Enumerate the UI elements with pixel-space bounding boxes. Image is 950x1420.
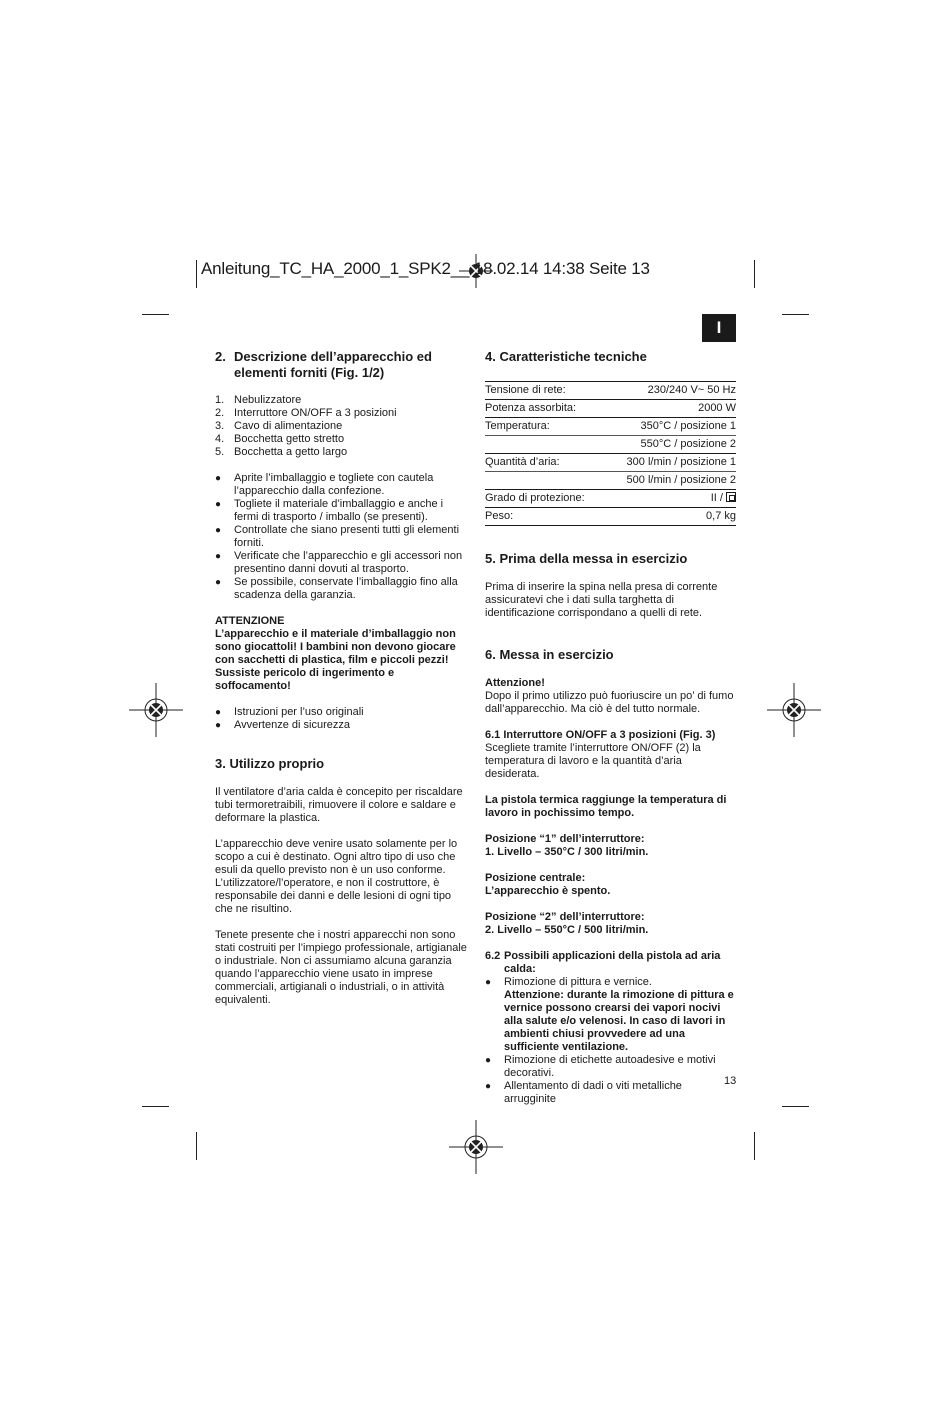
bullet-icon: ● (485, 1055, 492, 1066)
registration-mark-icon (129, 683, 183, 737)
list-item: ● Se possibile, conservate l’imballaggio fino alla scadenza della garanzia. (215, 576, 458, 601)
right-column (485, 349, 736, 1106)
list-item: ● Controllate che siano presenti tutti gli elementi forniti. (215, 524, 460, 549)
position-1-value: 1. Livello – 350°C / 300 litri/min. (485, 846, 649, 858)
print-slug: Anleitung_TC_HA_2000_1_SPK2__ 18.02.14 14:38 Seite 13 (201, 259, 650, 278)
warning-title: ATTENZIONE (215, 615, 285, 627)
crop-mark (142, 314, 169, 315)
crop-mark (754, 1132, 755, 1160)
crop-mark (196, 260, 197, 288)
paragraph: L’apparecchio deve venire usato solamente per lo scopo a cui è destinato. Ogni altro tipo di uso che esuli da quello previsto non è un uso conforme. L’utilizzatore/l’operatore, e non il costruttore, è responsabile dei danni e delle lesioni di ogni tipo che ne risultino. (215, 838, 458, 915)
list-item: ● Aprite l’imballaggio e togliete con cautela l’apparecchio dalla confezione. (215, 472, 434, 497)
page-number: 13 (724, 1075, 737, 1087)
paragraph: La pistola termica raggiunge la temperatura di lavoro in pochissimo tempo. (485, 794, 727, 819)
paragraph: Scegliete tramite l’interruttore ON/OFF (2) la temperatura di lavoro e la quantità d’aria desiderata. (485, 742, 701, 780)
bullet-icon: ● (215, 577, 222, 588)
position-center-label: Posizione centrale: (485, 872, 586, 884)
crop-mark (196, 1132, 197, 1160)
registration-mark-icon (767, 683, 821, 737)
section-5-heading: 5. Prima della messa in esercizio (485, 551, 688, 566)
list-item: ● Istruzioni per l’uso originali (215, 706, 364, 718)
list-item: 5. Bocchetta a getto largo (215, 446, 348, 458)
documents-list (215, 706, 470, 732)
section-6-heading: 6. Messa in esercizio (485, 647, 614, 662)
parts-list (215, 394, 470, 459)
bullet-icon: ● (485, 977, 492, 988)
position-1-label: Posizione “1” dell’interruttore: (485, 833, 645, 845)
list-item: 4. Bocchetta getto stretto (215, 433, 345, 445)
registration-mark-icon (449, 1120, 503, 1174)
table-row: Tensione di rete: 230/240 V~ 50 Hz (485, 382, 736, 400)
bullet-icon: ● (215, 551, 222, 562)
bullet-icon: ● (215, 707, 222, 718)
position-center-value: L’apparecchio è spento. (485, 885, 611, 897)
table-row: 500 l/min / posizione 2 (485, 472, 736, 490)
list-item: ● Togliete il materiale d’imballaggio e anche i fermi di trasporto / imballo (se presenti). (215, 498, 444, 523)
list-item: ● Verificate che l’apparecchio e gli accessori non presentino danni dovuti al trasporto. (215, 550, 463, 575)
subsection-6-2-heading: 6.2 Possibili applicazioni della pistola ad aria calda: (485, 950, 721, 975)
section-3-heading: 3. Utilizzo proprio (215, 756, 325, 771)
protection-class-icon (726, 492, 736, 502)
crop-mark (782, 1106, 809, 1107)
list-item: 1. Nebulizzatore (215, 394, 302, 406)
bullet-icon: ● (215, 499, 222, 510)
paragraph: Tenete presente che i nostri apparecchi non sono stati costruiti per l’impiego professionale, artigianale o industriale. Non ci assumiamo alcuna garanzia quando l’apparecchio viene usato in imprese commerciali, artigianali o industriali, o in attività equivalenti. (215, 929, 467, 1006)
crop-mark (754, 260, 755, 288)
bullet-icon: ● (215, 720, 222, 731)
list-item: 3. Cavo di alimentazione (215, 420, 343, 432)
warning-text: L’apparecchio e il materiale d’imballaggio non sono giocattoli! I bambini non devono giocare con sacchetti di plastica, film e piccoli pezzi! Sussiste pericolo di ingerimento e soffocamento! (215, 628, 456, 692)
list-item: ● Rimozione di pittura e vernice. Attenzione: durante la rimozione di pittura e vernice possono crearsi dei vapori nocivi alla salute e/o velenosi. In caso di lavori in ambienti chiusi provvedere ad una sufficiente ventilazione. (485, 976, 734, 1053)
applications-list (485, 976, 736, 1106)
attention-title: Attenzione! (485, 677, 545, 689)
left-column (215, 349, 470, 1007)
section-2-heading: 2. Descrizione dell’apparecchio ed elementi forniti (Fig. 1/2) (215, 349, 432, 380)
bullet-icon: ● (215, 473, 222, 484)
list-item: ● Allentamento di dadi o viti metalliche arrugginite (485, 1080, 682, 1105)
paragraph: Prima di inserire la spina nella presa di corrente assicuratevi che i dati sulla targhetta di identificazione corrispondano a quelli di rete. (485, 581, 718, 619)
table-row: Peso: 0,7 kg (485, 508, 736, 526)
table-row: Grado di protezione: II / (485, 490, 736, 508)
crop-mark (142, 1106, 169, 1107)
paragraph: Dopo il primo utilizzo può fuoriuscire un po’ di fumo dall’apparecchio. Ma ciò è del tutto normale. (485, 690, 734, 715)
table-row: Potenza assorbita: 2000 W (485, 400, 736, 418)
list-item: ● Avvertenze di sicurezza (215, 719, 350, 731)
bullet-icon: ● (485, 1081, 492, 1092)
language-tab: I (702, 314, 736, 342)
list-item: ● Rimozione di etichette autoadesive e motivi decorativi. (485, 1054, 716, 1079)
table-row: 550°C / posizione 2 (485, 436, 736, 454)
list-item: 2. Interruttore ON/OFF a 3 posizioni (215, 407, 397, 419)
tech-specs-table (485, 381, 736, 526)
crop-mark (782, 314, 809, 315)
subsection-6-1-heading: 6.1 Interruttore ON/OFF a 3 posizioni (Fig. 3) (485, 729, 716, 741)
unpacking-list (215, 472, 470, 602)
paragraph: Il ventilatore d’aria calda è concepito per riscaldare tubi termoretraibili, rimuovere il colore e saldare e deformare la plastica. (215, 786, 463, 824)
table-row: Temperatura: 350°C / posizione 1 (485, 418, 736, 436)
bullet-icon: ● (215, 525, 222, 536)
position-2-value: 2. Livello – 550°C / 500 litri/min. (485, 924, 649, 936)
table-row: Quantità d’aria: 300 l/min / posizione 1 (485, 454, 736, 472)
position-2-label: Posizione “2” dell’interruttore: (485, 911, 645, 923)
section-4-heading: 4. Caratteristiche tecniche (485, 349, 647, 364)
